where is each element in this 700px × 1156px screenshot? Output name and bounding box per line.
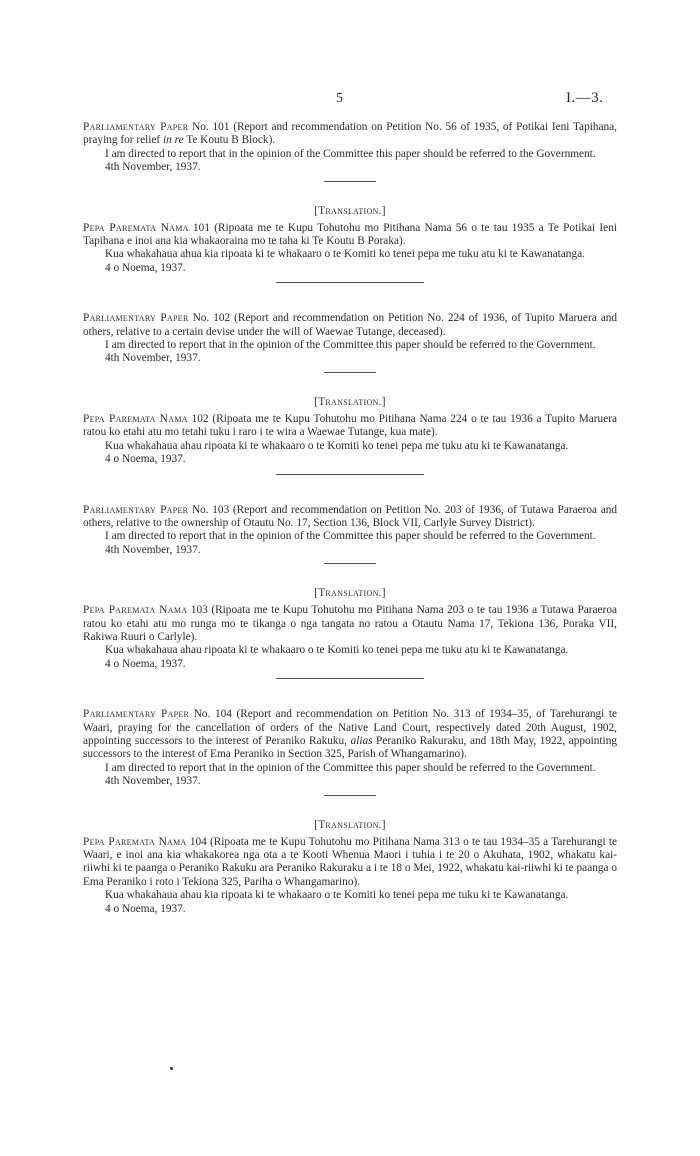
translation-report: Kua whakahaua ahua kia ripoata ki te whakaaro o te Komiti ko tenei pepa me tuku atu ki te Kawanatanga.: [105, 248, 585, 261]
report-date: 4th November, 1937.: [105, 161, 201, 174]
translation-heading: [Translation.]: [314, 818, 386, 831]
translation-heading-text: 104 (Ripoata me te Kupu Tohutohu mo Pitihana Nama 313 o te tau 1934–35 a Tarehurangi te Waari, e inoi ana kia whakakorea nga ota a te Kooti Whenua Maori i tuhia i te 20 o Akuhata, 1902, whakatu kai-riiwhi ki te paanga o Peraniko Rakuku ara Peraniko Rakuraku a i te 18 o Mei, 1922, whakatu kai-riiwhi ki te paanga o Ema Peraniko i roto i Tekiona 325, Pariha o Whangamarino).: [83, 835, 617, 888]
entry-english-104: [83, 708, 617, 788]
entry-heading: [83, 312, 617, 339]
entry-heading: [83, 121, 617, 148]
committee-report: I am directed to report that in the opinion of the Committee this paper should be referred to the Government.: [105, 761, 596, 774]
section-divider: [324, 795, 376, 796]
committee-report: I am directed to report that in the opinion of the Committee this paper should be referred to the Government.: [105, 147, 596, 160]
entry-divider: [276, 678, 424, 679]
section-divider: [324, 563, 376, 564]
entry-heading: [83, 504, 617, 531]
paper-label: Parliamentary Paper: [83, 312, 189, 325]
translation-heading: [Translation.]: [314, 587, 386, 600]
translation-date: 4 o Noema, 1937.: [105, 657, 186, 670]
entry-divider: [276, 474, 424, 475]
committee-report: I am directed to report that in the opinion of the Committee this paper should be referred to the Government.: [105, 339, 596, 352]
entry-translation-104: [83, 818, 617, 916]
entry-translation-103: [83, 586, 617, 671]
translation-heading: [Translation.]: [314, 204, 386, 217]
entry-translation-101: [83, 204, 617, 276]
translation-entry-heading: [83, 222, 617, 249]
translation-report: Kua whakahaua ahau ripoata ki te whakaaro o te Komiti ko tenei pepa me tuku atu ki te Kawanatanga.: [105, 439, 569, 452]
paper-label: Pepa Paremata Nama: [83, 221, 189, 234]
paper-label: Parliamentary Paper: [83, 503, 189, 516]
document-reference: I.—3.: [566, 90, 604, 106]
latin-phrase: alias: [350, 734, 373, 747]
print-speck: [170, 1067, 173, 1070]
translation-date: 4 o Noema, 1937.: [105, 453, 186, 466]
translation-heading: [Translation.]: [314, 395, 386, 408]
entry-heading-tail: Peraniko Rakuraku, and 18th May, 1922, appointing successors to the interest of Ema Peraniko in Section 325, Parish of Whangamarino).: [83, 734, 617, 761]
paper-label: Parliamentary Paper: [83, 708, 190, 721]
entry-english-103: [83, 504, 617, 558]
entry-heading-tail: Te Koutu B Block).: [183, 134, 276, 147]
translation-date: 4 o Noema, 1937.: [105, 902, 186, 915]
translation-heading-text: 101 (Ripoata me te Kupu Tohutohu mo Pitihana Nama 56 o te tau 1935 a Te Potikai Ieni Tapihana e inoi ana kia whakaoraina mo te taha ki Te Koutu B Poraka).: [83, 221, 617, 248]
page-number: 5: [336, 91, 343, 106]
entry-heading: [83, 708, 617, 762]
page-body: [83, 121, 617, 916]
translation-heading-text: 102 (Ripoata me te Kupu Tohutohu mo Pitihana Nama 224 o te tau 1936 a Tupito Maruera ratou ko etahi atu mo tetahi tuku i raro i te wira a Waewae Tutange, kua mate).: [83, 412, 617, 439]
entry-heading-text: No. 104 (Report and recommendation on Petition No. 313 of 1934–35, of Tarehurangi te Waari, praying for the cancellation of orders of the Native Land Court, respectively dated 20th August, 1902, appointing successors to the interest of Peraniko Rakuku,: [83, 708, 617, 747]
translation-entry-heading: [83, 836, 617, 890]
entry-heading-text: No. 103 (Report and recommendation on Petition No. 203 of 1936, of Tutawa Paraeroa and others, relative to the ownership of Otautu No. 17, Section 136, Block VII, Carlyle Survey District).: [83, 503, 618, 529]
translation-heading-text: 103 (Ripoata me te Kupu Tohutohu mo Pitihana Nama 203 o te tau 1936 a Tutawa Paraeroa ratou ko etahi atu mo runga mo te tikanga o nga tangata no ratou a Otautu Nama 17, Tekiona 136, Poraka VII, Rakiwa Ruuri o Carlyle).: [83, 604, 617, 643]
entry-heading-text: No. 101 (Report and recommendation on Petition No. 56 of 1935, of Potikai Ieni Tapihana, praying for relief: [83, 121, 618, 147]
entry-divider: [276, 282, 424, 283]
paper-label: Pepa Paremata Nama: [83, 604, 188, 617]
report-date: 4th November, 1937.: [105, 775, 201, 788]
translation-date: 4 o Noema, 1937.: [105, 261, 186, 274]
paper-label: Parliamentary Paper: [83, 121, 189, 133]
latin-phrase: in re: [162, 134, 184, 147]
entry-english-101: [83, 121, 617, 175]
translation-entry-heading: [83, 413, 617, 440]
report-date: 4th November, 1937.: [105, 352, 201, 365]
entry-translation-102: [83, 395, 617, 467]
entry-heading-text: No. 102 (Report and recommendation on Petition No. 224 of 1936, of Tupito Maruera and others, relative to a certain devise under the will of Waewae Tutange, deceased).: [83, 312, 618, 338]
report-date: 4th November, 1937.: [105, 543, 201, 556]
translation-entry-heading: [83, 604, 617, 644]
section-divider: [324, 181, 376, 182]
section-divider: [324, 372, 376, 373]
entry-english-102: [83, 312, 617, 366]
translation-report: Kua whakahaua ahau ripoata ki te whakaaro o te Komiti ko tenei pepa me tuku atu ki te Kawanatanga.: [105, 644, 569, 657]
paper-label: Pepa Paremata Nama: [83, 412, 188, 425]
paper-label: Pepa Paremata Nama: [83, 835, 187, 848]
translation-report: Kua whakahaua ahau kia ripoata ki te whakaaro o te Komiti ko tenei pepa me tuku ki te Kawanatanga.: [105, 889, 569, 902]
committee-report: I am directed to report that in the opinion of the Committee this paper should be referred to the Government.: [105, 530, 596, 543]
